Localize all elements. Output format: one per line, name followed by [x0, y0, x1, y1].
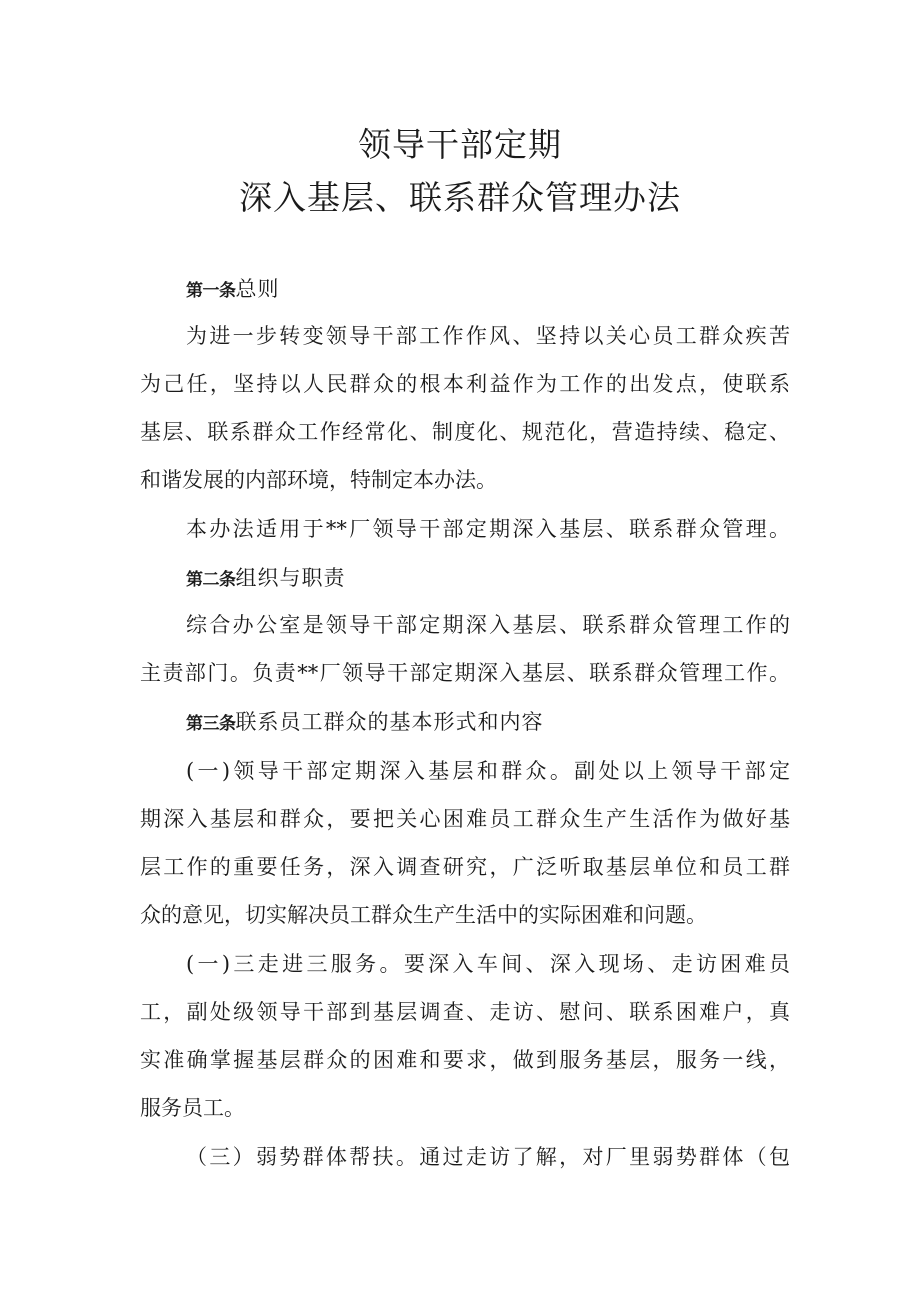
section-title: 总则 — [235, 277, 280, 301]
paragraph-line: 为进一步转变领导干部工作作风、坚持以关心员工群众疾苦 — [186, 324, 790, 348]
paragraph-line: 为己任，坚持以人民群众的根本利益作为工作的出发点，使联系 — [140, 372, 790, 396]
paragraph-line: 实准确掌握基层群众的困难和要求，做到服务基层，服务一线， — [140, 1048, 790, 1072]
paragraph-line: 基层、联系群众工作经常化、制度化、规范化，营造持续、稳定、 — [140, 420, 790, 444]
document-title-line-2: 深入基层、联系群众管理办法 — [239, 178, 681, 217]
section-heading-1 — [186, 274, 790, 306]
paragraph-line: 主责部门。负责**厂领导干部定期深入基层、联系群众管理工作。 — [140, 661, 790, 685]
paragraph-line: (一)领导干部定期深入基层和群众。副处以上领导干部定 — [186, 759, 790, 783]
section-title: 组织与职责 — [235, 566, 346, 590]
paragraph-line: 期深入基层和群众，要把关心困难员工群众生产生活作为做好基 — [140, 807, 790, 831]
paragraph-line: (一)三走进三服务。要深入车间、深入现场、走访困难员 — [186, 952, 790, 976]
section-title: 联系员工群众的基本形式和内容 — [235, 710, 544, 734]
section-number: 第三条 — [186, 714, 236, 734]
paragraph-line: 层工作的重要任务，深入调查研究，广泛听取基层单位和员工群 — [140, 855, 790, 879]
paragraph-line: 工，副处级领导干部到基层调查、走访、慰问、联系困难户，真 — [140, 1000, 790, 1024]
section-number: 第一条 — [186, 281, 236, 301]
section-number: 第二条 — [186, 570, 236, 590]
paragraph-line: 众的意见，切实解决员工群众生产生活中的实际困难和问题。 — [140, 903, 707, 927]
paragraph-line: 和谐发展的内部环境，特制定本办法。 — [140, 468, 497, 492]
paragraph-line: 服务员工。 — [140, 1096, 245, 1120]
paragraph-line: 综合办公室是领导干部定期深入基层、联系群众管理工作的 — [186, 613, 790, 637]
paragraph-line: （三）弱势群体帮扶。通过走访了解，对厂里弱势群体（包 — [186, 1145, 790, 1169]
document-title-line-1: 领导干部定期 — [358, 125, 562, 164]
section-heading-2 — [186, 563, 790, 595]
section-heading-3 — [186, 707, 790, 739]
paragraph-line: 本办法适用于**厂领导干部定期深入基层、联系群众管理。 — [186, 517, 790, 541]
